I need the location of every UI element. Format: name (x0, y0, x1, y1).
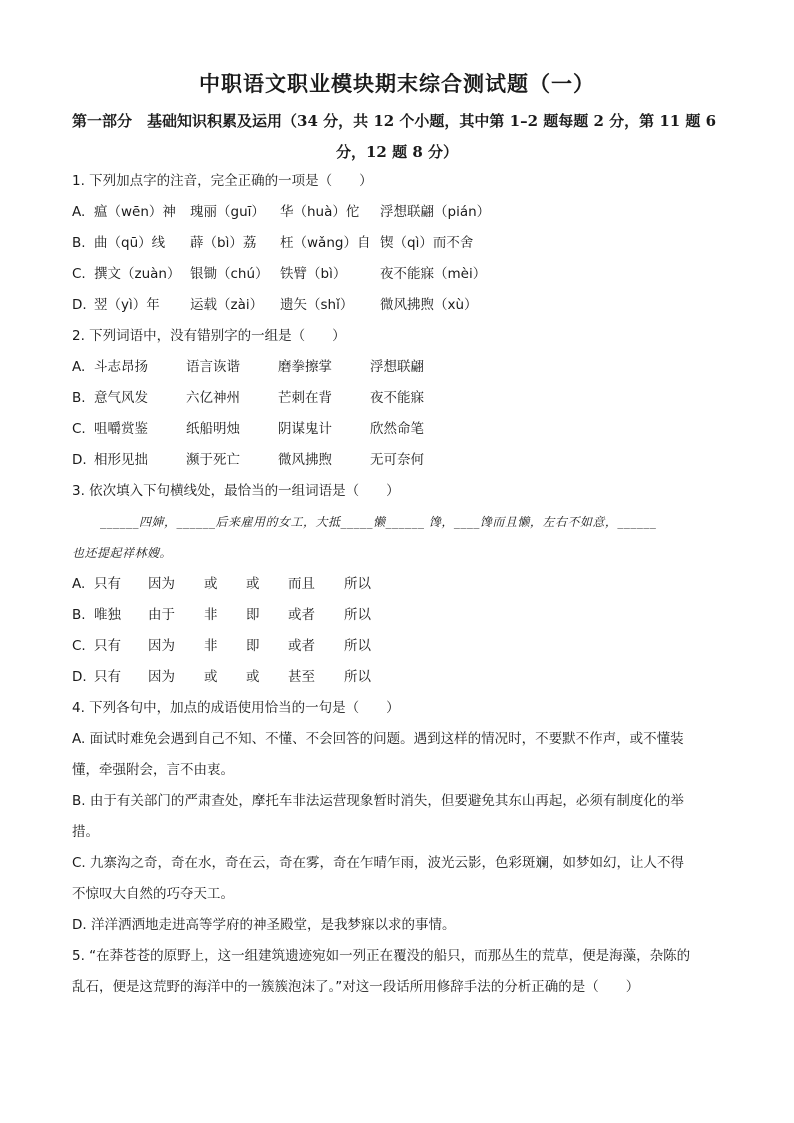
option-item: 或 (246, 576, 260, 592)
option-item: 甚至 (288, 669, 315, 685)
option-item: 欣然命笔 (370, 421, 424, 437)
option-item: 瑰丽（guī） (190, 204, 265, 220)
option-item: 唯独 (94, 607, 121, 623)
section-heading (72, 106, 722, 168)
option-item: 浮想联翩（pián） (380, 204, 491, 220)
question-2-stem: 2. 下列词语中，没有错别字的一组是（ ） (72, 328, 346, 344)
option-item: 所以 (344, 669, 371, 685)
question-4-option-a-line-2: 懂，牵强附会，言不由衷。 (72, 762, 234, 778)
option-item: 撰文（zuàn） (94, 266, 181, 282)
option-item: 或 (246, 669, 260, 685)
question-1-option-a (72, 197, 722, 228)
page-title: 中职语文职业模块期末综合测试题（一） (199, 72, 595, 96)
question-2-option-b (72, 383, 722, 414)
option-item: 夜不能寐（mèi） (380, 266, 487, 282)
option-item: 运载（zài） (190, 297, 264, 313)
option-item: 非 (204, 638, 218, 654)
option-item: 只有 (94, 669, 121, 685)
option-letter: A. (72, 576, 86, 592)
option-item: 阴谋鬼计 (278, 421, 332, 437)
option-item: 斗志昂扬 (94, 359, 148, 375)
option-item: 所以 (344, 607, 371, 623)
question-3-option-c (72, 631, 722, 662)
option-letter: D. (72, 297, 87, 313)
question-2-option-a (72, 352, 722, 383)
section-heading-line-2: 分，12 题 8 分） (336, 143, 458, 161)
question-1-stem: 1. 下列加点字的注音，完全正确的一项是（ ） (72, 173, 373, 189)
option-item: 即 (246, 638, 260, 654)
option-item: 薜（bì）荔 (190, 235, 257, 251)
option-item: 芒刺在背 (278, 390, 332, 406)
question-5-line-2: 乱石，便是这荒野的海洋中的一簇簇泡沫了。”对这一段话所用修辞手法的分析正确的是（ ） (72, 979, 640, 995)
option-item: 相形见拙 (94, 452, 148, 468)
option-item: 铁臂（bì） (280, 266, 347, 282)
question-4-option-b-line-1: B. 由于有关部门的严肃查处，摩托车非法运营现象暂时消失，但要避免其东山再起，必须有制度化的举 (72, 793, 684, 809)
option-item: 语言诙谐 (186, 359, 240, 375)
question-4-option-a-line-1: A. 面试时难免会遇到自己不知、不懂、不会回答的问题。遇到这样的情况时，不要默不作声，或不懂装 (72, 731, 684, 747)
option-item: 因为 (148, 576, 175, 592)
question-1-option-b (72, 228, 722, 259)
option-item: 无可奈何 (370, 452, 424, 468)
option-letter: C. (72, 421, 86, 437)
option-item: 意气风发 (94, 390, 148, 406)
question-4-option-d: D. 洋洋洒洒地走进高等学府的神圣殿堂，是我梦寐以求的事情。 (72, 917, 456, 933)
option-item: 浮想联翩 (370, 359, 424, 375)
option-item: 或者 (288, 638, 315, 654)
option-item: 银锄（chú） (190, 266, 269, 282)
option-item: 瘟（wēn）神 (94, 204, 176, 220)
option-item: 因为 (148, 638, 175, 654)
question-5-line-1: 5. “在莽苍苍的原野上，这一组建筑遗迹宛如一列正在覆没的船只，而那丛生的荒草，便是海藻，杂陈的 (72, 948, 691, 964)
option-item: 磨拳擦掌 (278, 359, 332, 375)
option-item: 或者 (288, 607, 315, 623)
option-item: 所以 (344, 576, 371, 592)
option-item: 遗矢（shǐ） (280, 297, 354, 313)
option-letter: C. (72, 266, 86, 282)
option-item: 只有 (94, 576, 121, 592)
option-letter: B. (72, 235, 86, 251)
question-4-option-c-line-2: 不惊叹大自然的巧夺天工。 (72, 886, 234, 902)
option-letter: D. (72, 669, 87, 685)
option-item: 所以 (344, 638, 371, 654)
questions (72, 166, 722, 1003)
option-item: 或 (204, 669, 218, 685)
option-item: 微风拂煦 (278, 452, 332, 468)
question-3-option-d (72, 662, 722, 693)
question-4-option-c-line-1: C. 九寨沟之奇，奇在水，奇在云，奇在雾，奇在乍晴乍雨，波光云影，色彩斑斓，如梦如幻，让人不得 (72, 855, 685, 871)
question-3-stem: 3. 依次填入下句横线处，最恰当的一组词语是（ ） (72, 483, 400, 499)
option-item: 六亿神州 (186, 390, 240, 406)
option-item: 翌（yì）年 (94, 297, 160, 313)
option-item: 只有 (94, 638, 121, 654)
section-heading-line-1: 第一部分 基础知识积累及运用（34 分，共 12 个小题，其中第 1–2 题每题 2 分，第 11 题 6 (72, 112, 717, 130)
question-3-option-a (72, 569, 722, 600)
option-letter: A. (72, 359, 86, 375)
option-item: 濒于死亡 (186, 452, 240, 468)
option-item: 锲（qì）而不舍 (380, 235, 474, 251)
option-letter: B. (72, 390, 86, 406)
question-3-passage-line-2: 也还提起祥林嫂。 (72, 546, 173, 560)
option-item: 华（huà）佗 (280, 204, 360, 220)
option-item: 或 (204, 576, 218, 592)
option-item: 微风拂煦（xù） (380, 297, 478, 313)
option-item: 咀嚼赏鉴 (94, 421, 148, 437)
option-item: 曲（qū）线 (94, 235, 166, 251)
question-4-stem: 4. 下列各句中，加点的成语使用恰当的一句是（ ） (72, 700, 400, 716)
option-item: 而且 (288, 576, 315, 592)
option-item: 即 (246, 607, 260, 623)
option-item: 因为 (148, 669, 175, 685)
option-letter: C. (72, 638, 86, 654)
question-2-option-c (72, 414, 722, 445)
option-item: 枉（wǎng）自 (280, 235, 371, 251)
question-4-option-b-line-2: 措。 (72, 824, 99, 840)
question-1-option-d (72, 290, 722, 321)
question-1-option-c (72, 259, 722, 290)
option-letter: B. (72, 607, 86, 623)
option-letter: D. (72, 452, 87, 468)
option-item: 由于 (148, 607, 175, 623)
question-3-passage-line-1: ______四婶，______后来雇用的女工，大抵_____懒______ 馋，____馋而且懒，左右不如意，______ (100, 515, 657, 529)
question-3-option-b (72, 600, 722, 631)
option-item: 纸船明烛 (186, 421, 240, 437)
option-item: 非 (204, 607, 218, 623)
question-2-option-d (72, 445, 722, 476)
option-item: 夜不能寐 (370, 390, 424, 406)
option-letter: A. (72, 204, 86, 220)
